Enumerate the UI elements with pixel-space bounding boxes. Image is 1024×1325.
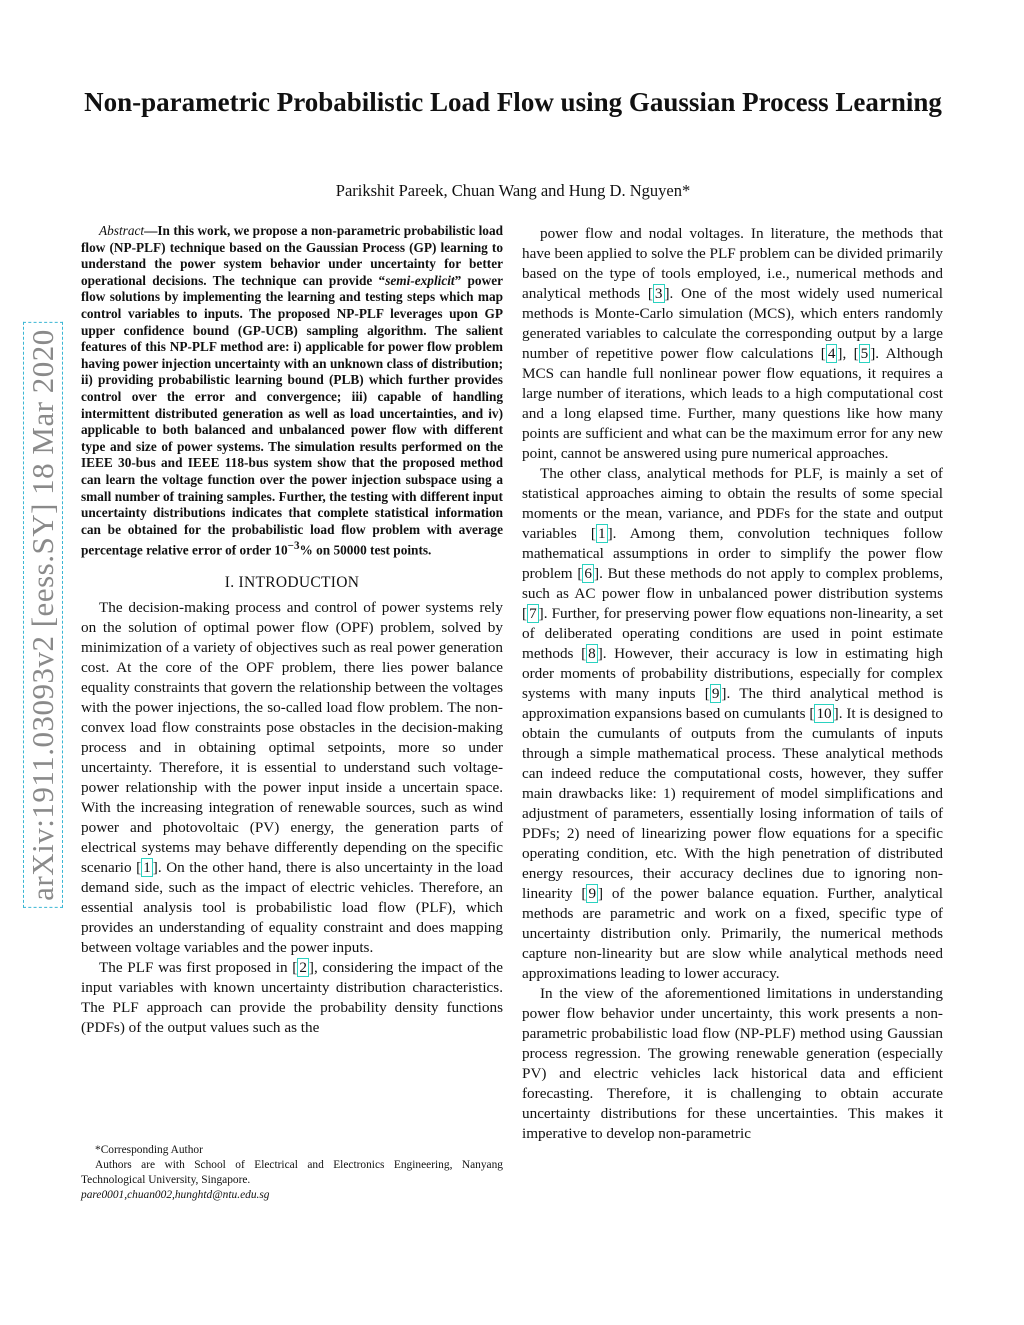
citation-link[interactable]: 9 — [588, 885, 597, 902]
paragraph-text: ]. Although MCS can handle full nonlinear power flow equations, it requires a large number of iterations, which leads to a high computational cost and a long elapsed time. Further, many questions like how many points are sufficient and what can be the maximum error for any new point, cannot be answered using pure numerical approaches. — [522, 345, 943, 462]
footnote-affiliation: Authors are with School of Electrical and Electronics Engineering, Nanyang Technological University, Singapore. — [81, 1159, 503, 1186]
abstract — [81, 223, 503, 559]
paragraph-text: power flow and nodal voltages. In literature, the methods that have been applied to solve the PLF problem can be divided primarily based on the type of tools employed, i.e., numerical methods and analytical methods [ — [522, 225, 943, 302]
abstract-emphasis: semi-explicit — [385, 272, 455, 288]
paragraph-text: ]. On the other hand, there is also uncertainty in the load demand side, such as the impact of electric vehicles. Therefore, an essential analysis tool is probabilistic load flow (PLF), which provides an understanding of equality constraint and does mapping between voltage variables and the power inputs. — [81, 859, 503, 957]
paragraph-text: ]. But these methods do not apply to complex problems, such as AC power flow in unbalanced power distribution systems [ — [522, 565, 943, 622]
paragraph-text: ]. It is designed to obtain the cumulants of outputs from the cumulants of inputs through a simple mathematical process. These analytical methods can indeed reduce the computational costs, however, they suffer main drawbacks like: 1) requirement of model simplifications and adjustment of parameters, essentially losing information of tails of PDFs; 2) need of linearizing power flow equations for a specific operating condition, etc. With the high penetration of distributed energy resources, their accuracy declines due to ignoring non-linearity [ — [522, 705, 944, 902]
section-heading-introduction: I. INTRODUCTION — [224, 574, 360, 592]
citation-link[interactable]: 8 — [588, 645, 596, 662]
paragraph — [522, 464, 943, 984]
arxiv-sidebar — [22, 300, 64, 930]
footnote-corresponding: *Corresponding Author — [95, 1144, 203, 1156]
paragraph-text: ]. The third analytical method is approximation expansions based on cumulants [ — [522, 685, 944, 722]
abstract-text-2: ” power flow solutions by implementing the learning and testing steps which map control variables to inputs. The proposed NP-PLF leverages upon GP upper confidence bound (GP-UCB) sampling algorithm. The salient features of this NP-PLF method are: i) applicable for power flow problem having power injection uncertainty with an unknown class of distribution; ii) providing probabilistic learning bound (PLB) which further provides control over the error and convergence; iii) capable of handling intermittent distributed generation as well as load uncertainties, and iv) applicable to both balanced and unbalanced power flow with different type and size of power systems. The simulation results performed on the IEEE 30-bus and IEEE 118-bus system show that the proposed method can learn the voltage function over the power injection subspace using a small number of training samples. Further, the testing with different input uncertainty distributions indicates that complete statistical information can be obtained for the probabilistic load flow problem with average percentage relative error of order 10 — [81, 272, 503, 558]
paragraph — [81, 598, 503, 958]
abstract-text-1: In this work, we propose a non-parametric probabilistic load flow (NP-PLF) technique based on the Gaussian Process (GP) learning to understand the power system behavior under uncertainty for better operational decisions. The technique can provide “ — [81, 223, 503, 288]
abstract-exponent: −3 — [287, 540, 300, 553]
citation-link[interactable]: 9 — [711, 685, 720, 702]
citation-link[interactable]: 6 — [584, 565, 593, 582]
left-body — [81, 598, 503, 1038]
paragraph-text: ] of the power balance equation. Further, analytical methods are parametric and work on a fixed, specific type of uncertainty distribution only. Primarily, the numerical methods capture non-linearity but are slow while analytical methods need approximations leading to lower accuracy. — [522, 885, 943, 982]
paragraph — [522, 224, 943, 464]
paragraph-text: ]. One of the most widely used numerical methods is Monte-Carlo simulation (MCS), which enters randomly generated variables to calculate the corresponding output by a large number of repetitive power flow calculations [ — [522, 285, 943, 362]
citation-link[interactable]: 10 — [816, 705, 832, 722]
citation-link[interactable]: 2 — [299, 959, 307, 977]
author-list: Parikshit Pareek, Chuan Wang and Hung D. Nguyen* — [335, 181, 691, 200]
abstract-dash: — — [144, 223, 158, 238]
abstract-lead: Abstract — [99, 223, 145, 238]
paragraph — [522, 984, 943, 1144]
arxiv-stamp[interactable]: arXiv:1911.03093v2 [eess.SY] 18 Mar 2020 — [23, 322, 63, 908]
abstract-text-3: % on 50000 test points. — [299, 542, 432, 558]
paragraph-text: The PLF was first proposed in [ — [99, 959, 298, 977]
paragraph — [81, 958, 503, 1038]
citation-link[interactable]: 1 — [597, 525, 606, 542]
paragraph-text: The decision-making process and control of power systems rely on the solution of optimal power flow (OPF) problem, solved by minimization of a variety of objectives such as real power generation cost. At the core of the OPF problem, there lies power balance equality constraints that govern the relationship between the voltages with the power injections, the so-called load flow problem. The non-convex load flow constraints pose obstacles in the decision-making process and in obtaining optimal setpoints, more so under uncertainty. Therefore, it is essential to understand such voltage-power relationship with the power input inside a uncertain space. With the increasing integration of renewable sources, such as wind power and photovoltaic (PV) energy, the generation parts of electrical systems may behave differently depending on the specific scenario [ — [81, 599, 503, 877]
paragraph-text: ], [ — [837, 345, 859, 362]
citation-link[interactable]: 1 — [143, 859, 151, 877]
footnote — [81, 1143, 503, 1203]
citation-link[interactable]: 3 — [654, 285, 663, 302]
paragraph-text: ]. Further, for preserving power flow equations non-linearity, a set of deliberated operating conditions are used in point estimate methods [ — [522, 605, 943, 662]
right-column — [522, 224, 943, 1144]
citation-link[interactable]: 5 — [860, 345, 869, 362]
footnote-email[interactable]: pare0001,chuan002,hunghtd@ntu.edu.sg — [81, 1189, 270, 1201]
right-body — [522, 224, 943, 1144]
citation-link[interactable]: 7 — [529, 605, 537, 622]
paragraph-text: The other class, analytical methods for PLF, is mainly a set of statistical approaches aiming to obtain the results of some special moments or the mean, variance, and PDFs for the state and output variables [ — [522, 465, 943, 542]
paragraph-text: ], considering the impact of the input variables with known uncertainty distribution characteristics. The PLF approach can provide the probability density functions (PDFs) of the output values such as the — [81, 959, 503, 1037]
paragraph-text: In the view of the aforementioned limitations in understanding power flow behavior under uncertainty, this work presents a non-parametric probabilistic load flow (NP-PLF) method using Gaussian process regression. The growing renewable generation (especially PV) and electric vehicles lack historical data and efficient forecasting. Therefore, it is challenging to obtain accurate uncertainty distributions for these uncertainties. This makes it imperative to develop non-parametric — [522, 985, 943, 1142]
left-column — [81, 223, 503, 1038]
paragraph-text: ]. However, their accuracy is low in estimating high order moments of probability distributions, especially for complex systems with many inputs [ — [522, 645, 943, 702]
citation-link[interactable]: 4 — [827, 345, 836, 362]
paper-title: Non-parametric Probabilistic Load Flow using Gaussian Process Learning — [84, 87, 942, 117]
paragraph-text: ]. Among them, convolution techniques follow mathematical assumptions in order to simplify the power flow problem [ — [522, 525, 943, 582]
